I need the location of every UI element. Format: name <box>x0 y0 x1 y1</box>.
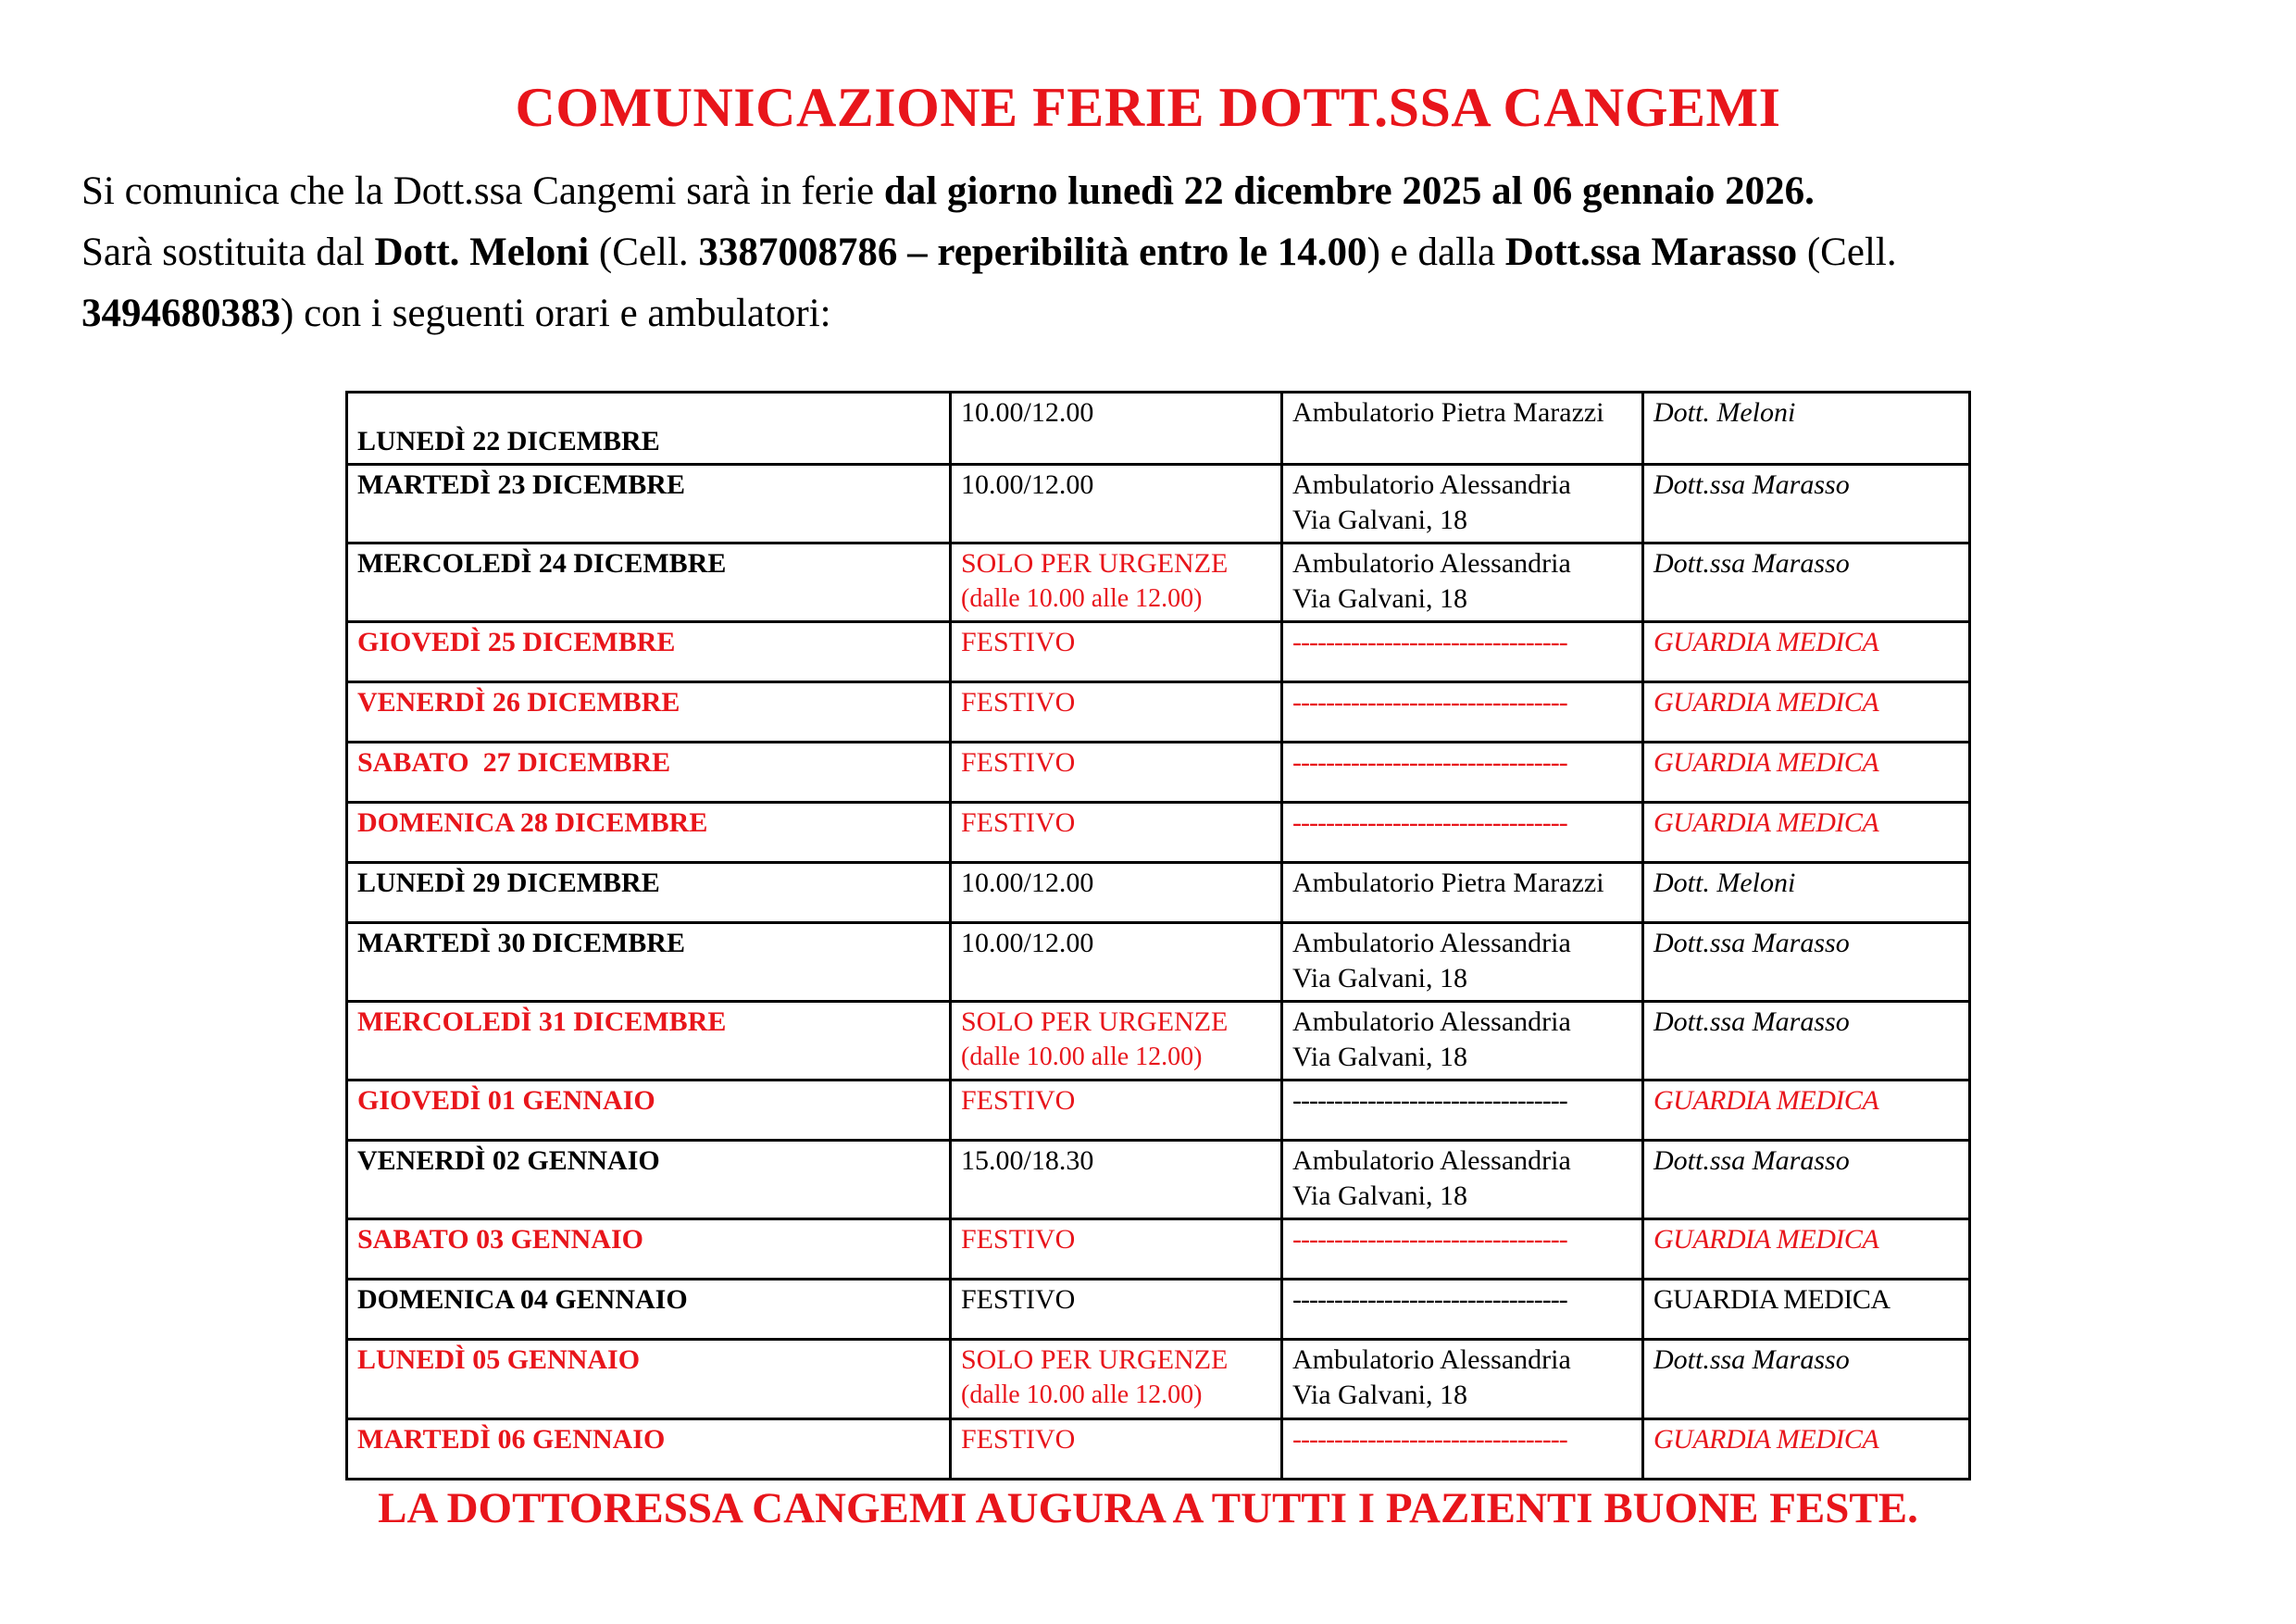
table-row <box>347 803 1970 863</box>
table-row <box>347 863 1970 923</box>
doctor-cell: Dott.ssa Marasso <box>1643 1141 1970 1219</box>
day-cell: SABATO 27 DICEMBRE <box>347 743 951 803</box>
time-cell <box>951 803 1282 863</box>
table-row <box>347 682 1970 743</box>
time-cell <box>951 1219 1282 1280</box>
place-text: --------------------------------- <box>1292 687 1567 718</box>
place-cell <box>1282 923 1643 1002</box>
place-cell <box>1282 863 1643 923</box>
intro-text: (Cell. <box>589 231 699 274</box>
place-cell <box>1282 682 1643 743</box>
doctor-cell: Dott.ssa Marasso <box>1643 923 1970 1002</box>
day-cell: LUNEDÌ 29 DICEMBRE <box>347 863 951 923</box>
day-cell: GIOVEDÌ 25 DICEMBRE <box>347 622 951 682</box>
place-cell <box>1282 803 1643 863</box>
day-cell: SABATO 03 GENNAIO <box>347 1219 951 1280</box>
place-cell <box>1282 393 1643 465</box>
time-text: FESTIVO <box>961 1284 1076 1315</box>
time-text: 10.00/12.00 <box>961 397 1094 428</box>
time-text: SOLO PER URGENZE <box>961 1006 1229 1037</box>
closing-greeting: LA DOTTORESSA CANGEMI AUGURA A TUTTI I PAZIENTI BUONE FESTE. <box>378 1484 1918 1532</box>
day-cell: DOMENICA 28 DICEMBRE <box>347 803 951 863</box>
time-text: FESTIVO <box>961 807 1076 838</box>
page-title: COMUNICAZIONE FERIE DOTT.SSA CANGEMI <box>515 77 1781 138</box>
table-row <box>347 1141 1970 1219</box>
place-address: Via Galvani, 18 <box>1292 1042 1467 1072</box>
place-text: --------------------------------- <box>1292 1085 1567 1116</box>
intro-line-3 <box>81 283 2229 344</box>
time-text: FESTIVO <box>961 687 1076 718</box>
time-cell <box>951 1419 1282 1480</box>
place-text: --------------------------------- <box>1292 1284 1567 1315</box>
place-text: --------------------------------- <box>1292 747 1567 778</box>
place-text: --------------------------------- <box>1292 1424 1567 1455</box>
place-text: --------------------------------- <box>1292 1224 1567 1255</box>
day-cell: VENERDÌ 26 DICEMBRE <box>347 682 951 743</box>
place-text: Ambulatorio Alessandria <box>1292 928 1571 958</box>
intro-text: Sarà sostituita dal <box>81 231 375 274</box>
doctor-cell: GUARDIA MEDICA <box>1643 682 1970 743</box>
time-cell <box>951 393 1282 465</box>
time-text: FESTIVO <box>961 1085 1076 1116</box>
doctor-cell: Dott.ssa Marasso <box>1643 543 1970 622</box>
time-cell <box>951 863 1282 923</box>
time-cell <box>951 1002 1282 1081</box>
time-cell <box>951 465 1282 543</box>
place-text: --------------------------------- <box>1292 627 1567 657</box>
doctor-cell: GUARDIA MEDICA <box>1643 1081 1970 1141</box>
place-text: --------------------------------- <box>1292 807 1567 838</box>
schedule-body <box>347 393 1970 1480</box>
time-cell <box>951 543 1282 622</box>
intro-paragraph <box>81 161 2229 344</box>
meloni-phone: 3387008786 – reperibilità entro le 14.00 <box>698 231 1367 274</box>
place-cell <box>1282 1280 1643 1340</box>
place-cell <box>1282 1419 1643 1480</box>
time-text: 10.00/12.00 <box>961 868 1094 898</box>
time-cell <box>951 622 1282 682</box>
time-text: 15.00/18.30 <box>961 1145 1094 1176</box>
place-cell <box>1282 465 1643 543</box>
place-text: Ambulatorio Pietra Marazzi <box>1292 868 1604 898</box>
time-text: SOLO PER URGENZE <box>961 548 1229 579</box>
doctor-cell: GUARDIA MEDICA <box>1643 622 1970 682</box>
intro-text: Si comunica che la Dott.ssa Cangemi sarà in ferie <box>81 169 884 213</box>
place-address: Via Galvani, 18 <box>1292 583 1467 614</box>
table-row <box>347 743 1970 803</box>
doctor-cell: Dott.ssa Marasso <box>1643 1340 1970 1419</box>
doctor-cell: Dott.ssa Marasso <box>1643 1002 1970 1081</box>
intro-text: ) e dalla <box>1366 231 1505 274</box>
day-cell: DOMENICA 04 GENNAIO <box>347 1280 951 1340</box>
substitute-meloni: Dott. Meloni <box>374 231 590 274</box>
place-cell <box>1282 743 1643 803</box>
day-cell: MARTEDÌ 06 GENNAIO <box>347 1419 951 1480</box>
marasso-phone: 3494680383 <box>81 292 281 335</box>
table-row <box>347 465 1970 543</box>
day-cell: VENERDÌ 02 GENNAIO <box>347 1141 951 1219</box>
place-cell <box>1282 1081 1643 1141</box>
intro-line-2 <box>81 222 2229 283</box>
time-text: FESTIVO <box>961 1224 1076 1255</box>
table-row <box>347 1002 1970 1081</box>
place-text: Ambulatorio Alessandria <box>1292 1344 1571 1375</box>
schedule-table <box>345 391 1971 1480</box>
table-row <box>347 1081 1970 1141</box>
time-text: FESTIVO <box>961 627 1076 657</box>
time-text: FESTIVO <box>961 747 1076 778</box>
time-text: SOLO PER URGENZE <box>961 1344 1229 1375</box>
table-row <box>347 622 1970 682</box>
time-detail: (dalle 10.00 alle 12.00) <box>961 584 1203 613</box>
table-row <box>347 923 1970 1002</box>
day-cell: GIOVEDÌ 01 GENNAIO <box>347 1081 951 1141</box>
place-text: Ambulatorio Alessandria <box>1292 469 1571 500</box>
intro-line-1 <box>81 161 2229 222</box>
place-address: Via Galvani, 18 <box>1292 505 1467 535</box>
doctor-cell: Dott. Meloni <box>1643 393 1970 465</box>
time-cell <box>951 923 1282 1002</box>
intro-text: ) con i seguenti orari e ambulatori: <box>281 292 831 335</box>
table-row <box>347 393 1970 465</box>
day-cell: MERCOLEDÌ 24 DICEMBRE <box>347 543 951 622</box>
time-detail: (dalle 10.00 alle 12.00) <box>961 1380 1203 1409</box>
time-text: 10.00/12.00 <box>961 928 1094 958</box>
time-text: FESTIVO <box>961 1424 1076 1455</box>
table-row <box>347 1419 1970 1480</box>
day-cell: MARTEDÌ 30 DICEMBRE <box>347 923 951 1002</box>
table-row <box>347 1340 1970 1419</box>
place-cell <box>1282 622 1643 682</box>
time-cell <box>951 1081 1282 1141</box>
place-address: Via Galvani, 18 <box>1292 963 1467 993</box>
substitute-marasso: Dott.ssa Marasso <box>1504 231 1798 274</box>
doctor-cell: GUARDIA MEDICA <box>1643 1280 1970 1340</box>
doctor-cell: GUARDIA MEDICA <box>1643 743 1970 803</box>
doctor-cell: GUARDIA MEDICA <box>1643 1419 1970 1480</box>
time-cell <box>951 1280 1282 1340</box>
table-row <box>347 543 1970 622</box>
day-cell: MERCOLEDÌ 31 DICEMBRE <box>347 1002 951 1081</box>
table-row <box>347 1280 1970 1340</box>
doctor-cell: Dott.ssa Marasso <box>1643 465 1970 543</box>
place-text: Ambulatorio Alessandria <box>1292 1006 1571 1037</box>
place-cell <box>1282 543 1643 622</box>
day-cell: MARTEDÌ 23 DICEMBRE <box>347 465 951 543</box>
place-text: Ambulatorio Alessandria <box>1292 1145 1571 1176</box>
day-cell: LUNEDÌ 05 GENNAIO <box>347 1340 951 1419</box>
day-cell: LUNEDÌ 22 DICEMBRE <box>347 393 951 465</box>
doctor-cell: GUARDIA MEDICA <box>1643 803 1970 863</box>
doctor-cell: GUARDIA MEDICA <box>1643 1219 1970 1280</box>
intro-text: (Cell. <box>1797 231 1897 274</box>
place-cell <box>1282 1141 1643 1219</box>
table-row <box>347 1219 1970 1280</box>
time-cell <box>951 743 1282 803</box>
place-address: Via Galvani, 18 <box>1292 1380 1467 1410</box>
time-text: 10.00/12.00 <box>961 469 1094 500</box>
time-detail: (dalle 10.00 alle 12.00) <box>961 1043 1203 1071</box>
place-text: Ambulatorio Alessandria <box>1292 548 1571 579</box>
time-cell <box>951 682 1282 743</box>
place-address: Via Galvani, 18 <box>1292 1181 1467 1211</box>
time-cell <box>951 1340 1282 1419</box>
place-cell <box>1282 1002 1643 1081</box>
place-cell <box>1282 1340 1643 1419</box>
place-cell <box>1282 1219 1643 1280</box>
doctor-cell: Dott. Meloni <box>1643 863 1970 923</box>
time-cell <box>951 1141 1282 1219</box>
place-text: Ambulatorio Pietra Marazzi <box>1292 397 1604 428</box>
holiday-period: dal giorno lunedì 22 dicembre 2025 al 06 gennaio 2026. <box>883 169 1815 213</box>
